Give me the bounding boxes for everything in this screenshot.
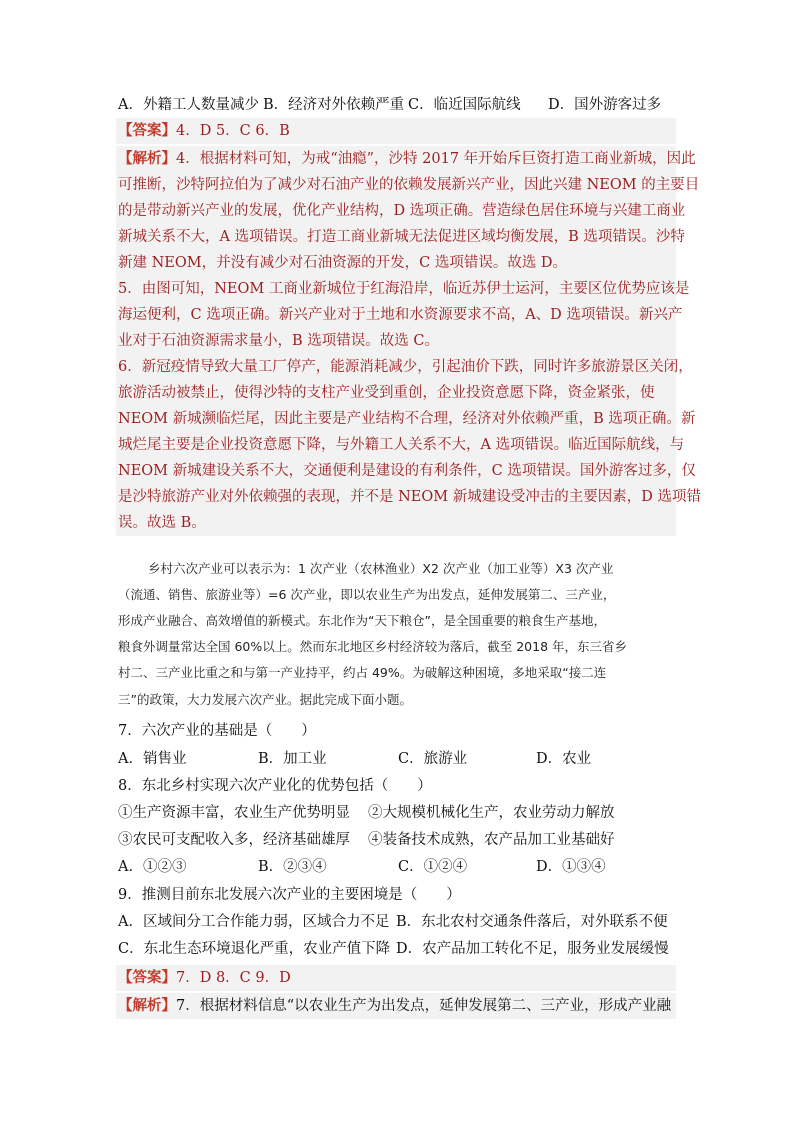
q9-stem: 9．推测目前东北发展六次产业的主要困境是（ ） — [118, 887, 461, 903]
analysis-row: 旅游活动被禁止，使得沙特的支柱产业受到重创，企业投资意愿下降，资金紧张，使 — [118, 385, 655, 401]
q8-items-row — [118, 800, 615, 826]
answer-tag: 答案 — [132, 969, 162, 986]
analysis-row: 误。故选 B。 — [118, 515, 206, 531]
analysis-tag-close: 】 — [161, 997, 176, 1014]
analysis-row — [116, 146, 696, 172]
analysis-row: NEOM 新城濒临烂尾，因此主要是产业结构不合理，经济对外依赖严重，B 选项正确。新 — [118, 411, 696, 427]
answer-tag-close: 】 — [161, 122, 176, 139]
analysis-row: 新建 NEOM，并没有减少对石油资源的开发，C 选项错误。故选 D。 — [118, 255, 568, 271]
analysis-row: 6．新冠疫情导致大量工厂停产，能源消耗减少，引起油价下跌，同时许多旅游景区关闭， — [118, 359, 693, 375]
q7-option-c: C．旅游业 — [398, 751, 468, 767]
analysis-row: 新城关系不大，A 选项错误。打造工商业新城无法促进区域均衡发展，B 选项错误。沙特 — [118, 229, 685, 245]
answer-row — [116, 118, 676, 144]
material-line: （流通、销售、旅游业等）=6 次产业，即以农业生产为出发点，延伸发展第二、三产业， — [118, 587, 616, 602]
q8-option-c: C．①②④ — [398, 859, 468, 875]
material-line: 粮食外调量常达全国 60%以上。然而东北地区乡村经济较为落后，截至 2018 年，东三省乡 — [118, 639, 628, 654]
answer-text: 4．D 5．C 6．B — [176, 123, 290, 139]
q7-option-d: D．农业 — [536, 751, 592, 767]
q8-item-1: ①生产资源丰富，农业生产优势明显 — [118, 805, 350, 821]
q8-stem: 8．东北乡村实现六次产业化的优势包括（ ） — [118, 778, 432, 794]
analysis-row: 5．由图可知，NEOM 工商业新城位于红海沿岸，临近苏伊士运河，主要区位优势应该是 — [118, 281, 690, 297]
analysis-tag-close: 】 — [161, 150, 176, 167]
analysis-block-1 — [116, 146, 701, 536]
analysis-row: 城烂尾主要是企业投资意愿下降，与外籍工人关系不大，A 选项错误。临近国际航线，与 — [118, 437, 685, 453]
analysis-row: 的是带动新兴产业的发展，优化产业结构，D 选项正确。营造绿色居住环境与兴建工商业 — [118, 203, 686, 219]
q8-item-2: ②大规模机械化生产，农业劳动力解放 — [368, 805, 615, 821]
answer-block-1 — [116, 118, 676, 144]
analysis-row: 可推断，沙特阿拉伯为了减少对石油产业的依赖发展新兴产业，因此兴建 NEOM 的主要目 — [118, 177, 700, 193]
analysis-row: NEOM 新城建设关系不大，交通便利是建设的有利条件，C 选项错误。国外游客过多，仅 — [118, 463, 696, 479]
q8-item-3: ③农民可支配收入多，经济基础雄厚 — [118, 832, 350, 848]
q9-option-a: A．区域间分工合作能力弱，区域合力不足 — [118, 914, 390, 930]
analysis-row: 业对于石油资源需求量小，B 选项错误。故选 C。 — [118, 333, 439, 349]
answer-block-2 — [116, 965, 676, 991]
q9-option-b: B．东北农村交通条件落后，对外联系不便 — [396, 914, 668, 930]
q6-options — [118, 92, 661, 118]
analysis-tag: 解析 — [132, 150, 162, 167]
q8-item-4: ④装备技术成熟，农产品加工业基础好 — [368, 832, 615, 848]
q9-options-row — [118, 936, 669, 962]
answer-text: 7．D 8．C 9．D — [176, 970, 291, 986]
q6-option-a: A．外籍工人数量减少 — [118, 97, 259, 113]
material-line: 村二、三产业比重之和与第一产业持平，约占 49%。为破解这种困境，多地采取“接二连 — [118, 665, 607, 680]
q9-options-row — [118, 909, 668, 935]
material-line: 形成产业融合、高效增值的新模式。东北作为“天下粮仓”，是全国重要的粮食生产基地， — [118, 613, 606, 628]
analysis-block-2 — [116, 993, 676, 1019]
q9-option-c: C．东北生态环境退化严重，农业产值下降 — [118, 941, 391, 957]
q7-option-b: B．加工业 — [258, 751, 327, 767]
answer-row — [116, 965, 676, 991]
answer-tag: 答案 — [132, 122, 162, 139]
answer-tag-open: 【 — [118, 969, 133, 986]
q8-option-d: D．①③④ — [536, 859, 606, 875]
q6-option-d: D．国外游客过多 — [548, 97, 662, 113]
q8-option-b: B．②③④ — [258, 859, 327, 875]
analysis-tag-open: 【 — [118, 997, 133, 1014]
q9-option-d: D．农产品加工转化不足，服务业发展缓慢 — [396, 941, 669, 957]
analysis-row: 是沙特旅游产业对外依赖强的表现，并不是 NEOM 新城建设受冲击的主要因素，D 选项错 — [118, 489, 701, 505]
material-line: 三”的政策，大力发展六次产业。据此完成下面小题。 — [118, 692, 412, 707]
q7-stem: 7．六次产业的基础是（ ） — [118, 723, 316, 739]
analysis-tag-open: 【 — [118, 150, 133, 167]
q7-option-a: A．销售业 — [118, 751, 187, 767]
analysis-row — [116, 993, 676, 1019]
analysis-text: 4．根据材料可知，为戒“油瘾”，沙特 2017 年开始斥巨资打造工商业新城，因此 — [176, 151, 696, 167]
analysis-row: 海运便利，C 选项正确。新兴产业对于土地和水资源要求不高，A、D 选项错误。新兴产 — [118, 307, 683, 323]
answer-tag-open: 【 — [118, 122, 133, 139]
q7-options — [118, 746, 591, 772]
q8-option-a: A．①②③ — [118, 859, 187, 875]
analysis-tag: 解析 — [132, 997, 162, 1014]
q8-items-row — [118, 827, 615, 853]
material-line: 乡村六次产业可以表示为：1 次产业（农林渔业）X2 次产业（加工业等）X3 次产业 — [148, 561, 614, 576]
answer-tag-close: 】 — [161, 969, 176, 986]
q6-option-c: C．临近国际航线 — [408, 97, 521, 113]
q6-option-b: B．经济对外依赖严重 — [263, 97, 405, 113]
q8-options — [118, 854, 606, 880]
analysis-text: 7．根据材料信息“以农业生产为出发点，延伸发展第二、三产业，形成产业融 — [176, 998, 672, 1014]
